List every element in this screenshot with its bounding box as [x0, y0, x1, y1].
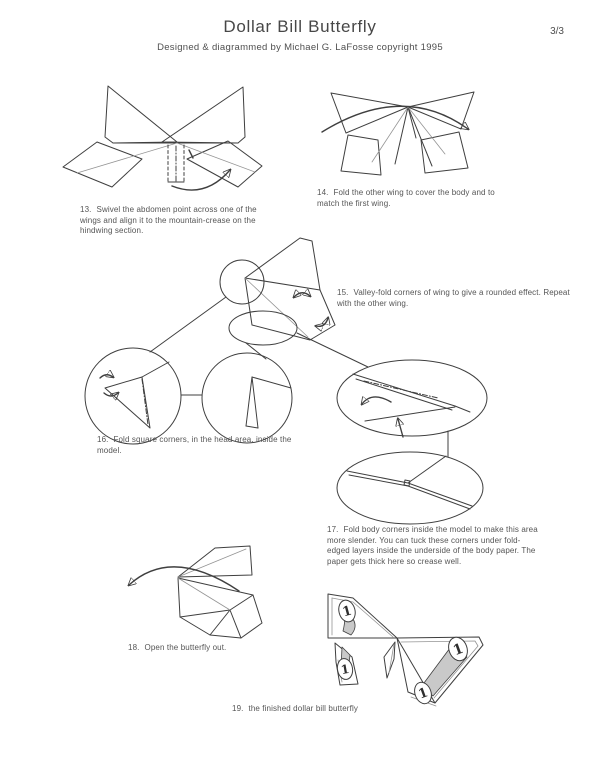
- abdomen-strip: [168, 145, 193, 182]
- butterfly-upper-wings: [105, 86, 245, 143]
- finished-lower-left-wing: [335, 643, 358, 685]
- butterfly-lower-wings: [63, 141, 262, 187]
- step-text: Fold body corners inside the model to make this area more slender. You can tuck these corners under fold-edged layers inside the underside of the body paper. The paper gets thick here so crease well.: [327, 525, 538, 566]
- step13-caption: [80, 205, 272, 237]
- step-number: 13.: [80, 205, 92, 214]
- step17-detail-ellipse-after: [337, 452, 483, 524]
- fold-inside-arrow: [362, 397, 391, 404]
- page-subtitle: Designed & diagrammed by Michael G. LaFosse copyright 1995: [157, 42, 443, 53]
- step-number: 17.: [327, 525, 339, 534]
- step14-caption: [317, 188, 515, 209]
- step-text: Open the butterfly out.: [144, 643, 227, 652]
- dollar-one-numeral: 1: [340, 603, 354, 621]
- step17-caption: [327, 525, 539, 567]
- page-number: 3/3: [550, 26, 564, 37]
- step-number: 16.: [97, 435, 109, 444]
- step-number: 15.: [337, 288, 349, 297]
- step-number: 14.: [317, 188, 329, 197]
- step13-figure: [55, 80, 270, 198]
- closed-butterfly: [178, 546, 262, 638]
- finished-upper-left-wing: [328, 594, 397, 638]
- dollar-one-numeral: 1: [416, 685, 431, 703]
- swivel-arrow: [172, 170, 230, 190]
- step15-caption: [337, 288, 573, 309]
- step18-caption: [128, 643, 226, 654]
- step-text: Valley-fold corners of wing to give a rounded effect. Repeat with the other wing.: [337, 288, 570, 308]
- step18-figure: [110, 542, 305, 642]
- step16-detail-circle-before: [85, 348, 181, 444]
- butterfly-wings: [331, 92, 474, 175]
- page-title: Dollar Bill Butterfly: [223, 17, 377, 36]
- body-fold-lines: [372, 107, 445, 166]
- step14-figure: [308, 80, 503, 185]
- step-text: the finished dollar bill butterfly: [248, 704, 358, 713]
- step17-detail-ellipse-before: [337, 360, 487, 436]
- step-text: Fold square corners, in the head area, inside the model.: [97, 435, 292, 455]
- folded-model: [245, 238, 335, 340]
- leader-lines: [150, 297, 368, 367]
- step-number: 18.: [128, 643, 140, 652]
- finished-body: [384, 642, 395, 678]
- finished-right-wing: [397, 635, 483, 706]
- dollar-one-numeral: 1: [451, 640, 466, 660]
- push-up-arrow: [398, 419, 403, 437]
- step16-caption: [97, 435, 301, 456]
- step-text: Fold the other wing to cover the body and to match the first wing.: [317, 188, 495, 208]
- step-text: Swivel the abdomen point across one of the wings and align it to the mountain-crease on the hindwing section.: [80, 205, 257, 235]
- crease-lines: [77, 143, 255, 173]
- step-number: 19.: [232, 704, 244, 713]
- step19-caption: [232, 704, 358, 715]
- tuck-arrow: [100, 375, 113, 378]
- dollar-one-numeral: 1: [339, 661, 351, 678]
- head-magnifier-circle: [220, 260, 264, 304]
- step16-detail-circle-after: [202, 353, 292, 443]
- steps-15-16-17-figure: [60, 225, 590, 525]
